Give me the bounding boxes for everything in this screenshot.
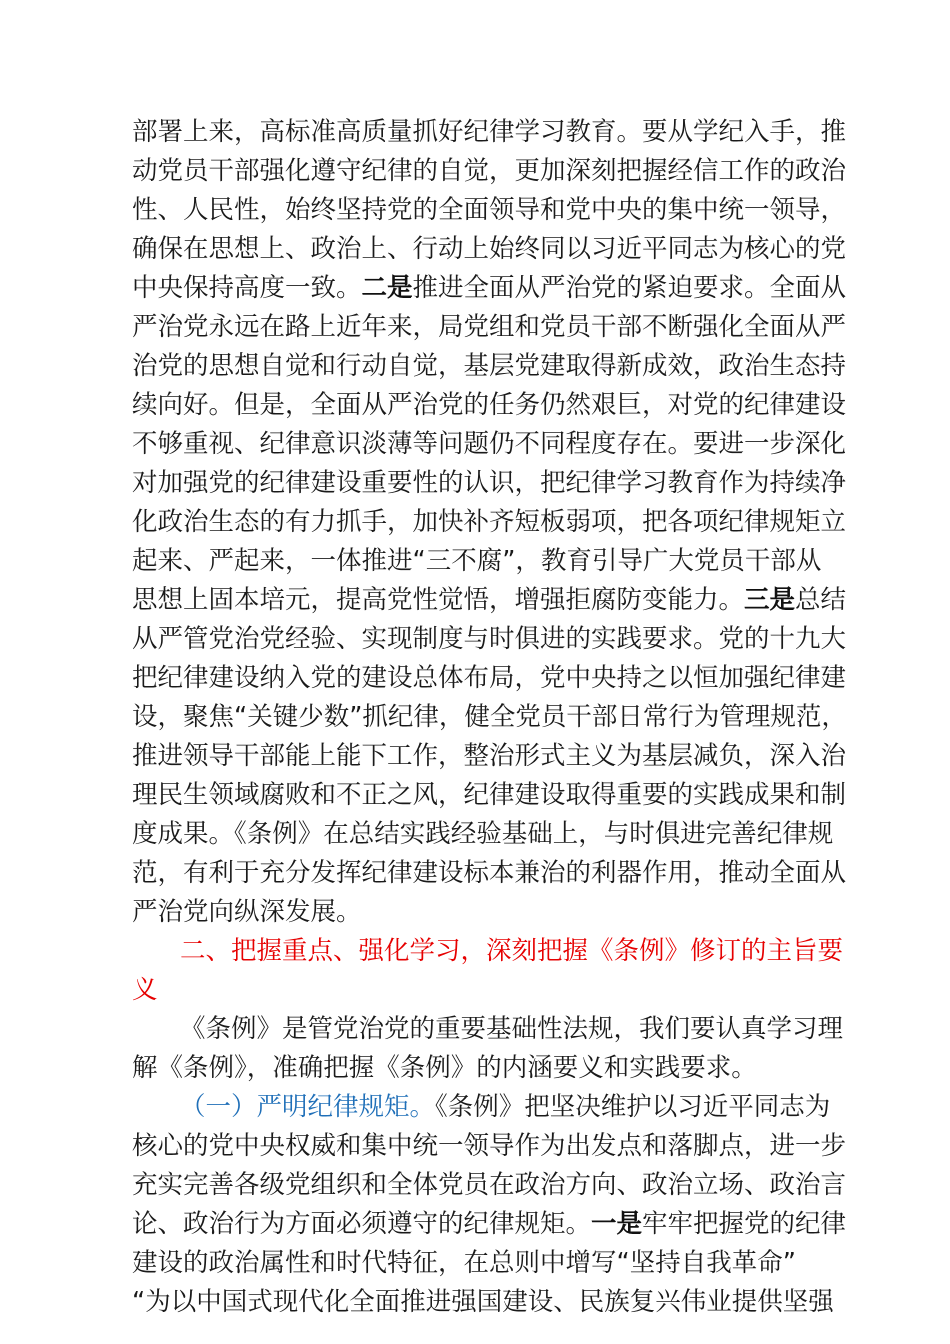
text-segment: 解《条例》，准确把握《条例》的内涵要义和实践要求。 xyxy=(132,1053,757,1083)
text-segment: 性、人民性，始终坚持党的全面领导和党中央的集中统一领导， xyxy=(132,195,847,225)
text-segment: 续向好。但是，全面从严治党的任务仍然艰巨，对党的纪律建设 xyxy=(132,390,847,420)
text-segment: 二、把握重点、强化学习，深刻把握《条例》修订的主旨要 xyxy=(180,936,844,966)
text-line xyxy=(132,854,854,893)
bold-keyword: 三是 xyxy=(744,585,796,615)
text-segment: 部署上来，高标准高质量抓好纪律学习教育。要从学纪入手，推 xyxy=(132,117,847,147)
text-segment: 牢牢把握党的纪律 xyxy=(642,1209,847,1239)
text-segment: 治党的思想自觉和行动自觉，基层党建取得新成效，政治生态持 xyxy=(132,351,847,381)
text-segment: 严治党永远在路上近年来，局党组和党员干部不断强化全面从严 xyxy=(132,312,847,342)
paragraph xyxy=(132,113,854,932)
document-body xyxy=(132,113,854,1322)
text-line xyxy=(132,425,854,464)
text-segment: 充实完善各级党组织和全体党员在政治方向、政治立场、政治言 xyxy=(132,1170,847,1200)
text-line xyxy=(132,737,854,776)
text-segment: 化政治生态的有力抓手，加快补齐短板弱项，把各项纪律规矩立 xyxy=(132,507,847,537)
bold-keyword: 一是 xyxy=(591,1209,643,1239)
text-segment: 《条例》是管党治党的重要基础性法规，我们要认真学习理 xyxy=(180,1014,844,1044)
text-line xyxy=(132,269,854,308)
text-line xyxy=(132,230,854,269)
text-line xyxy=(132,1049,854,1088)
text-line xyxy=(132,347,854,386)
text-line xyxy=(132,815,854,854)
text-line xyxy=(132,971,854,1010)
text-line xyxy=(132,581,854,620)
text-segment: 把纪律建设纳入党的建设总体布局，党中央持之以恒加强纪律建 xyxy=(132,663,847,693)
text-line xyxy=(132,698,854,737)
text-segment: 建设的政治属性和时代特征，在总则中增写“坚持自我革命” xyxy=(132,1248,796,1278)
text-line xyxy=(132,542,854,581)
text-line xyxy=(132,503,854,542)
text-segment: 从严管党治党经验、实现制度与时俱进的实践要求。党的十九大 xyxy=(132,624,847,654)
text-segment: 中央保持高度一致。 xyxy=(132,273,362,303)
text-segment: 《条例》把坚决维护以习近平同志为 xyxy=(435,1092,831,1122)
text-line xyxy=(132,620,854,659)
text-segment: 度成果。《条例》在总结实践经验基础上，与时俱进完善纪律规 xyxy=(132,819,834,849)
text-segment: 严治党向纵深发展。 xyxy=(132,897,362,927)
paragraph xyxy=(132,1010,854,1088)
text-line xyxy=(132,932,854,971)
text-segment: 理民生领域腐败和不正之风，纪律建设取得重要的实践成果和制 xyxy=(132,780,847,810)
text-line xyxy=(132,191,854,230)
text-segment: 起来、严起来，一体推进“三不腐”，教育引导广大党员干部从 xyxy=(132,546,822,576)
subheading-text: （一）严明纪律规矩。 xyxy=(180,1092,436,1122)
text-line xyxy=(132,1010,854,1049)
bold-keyword: 二是 xyxy=(361,273,413,303)
text-segment: 动党员干部强化遵守纪律的自觉，更加深刻把握经信工作的政治 xyxy=(132,156,847,186)
paragraph xyxy=(132,1088,854,1322)
text-line xyxy=(132,152,854,191)
text-segment: 确保在思想上、政治上、行动上始终同以习近平同志为核心的党 xyxy=(132,234,847,264)
text-segment: 设，聚焦“关键少数”抓纪律，健全党员干部日常行为管理规范， xyxy=(132,702,847,732)
text-line xyxy=(132,386,854,425)
text-segment: 论、政治行为方面必须遵守的纪律规矩。 xyxy=(132,1209,592,1239)
text-line xyxy=(132,776,854,815)
text-segment: 对加强党的纪律建设重要性的认识，把纪律学习教育作为持续净 xyxy=(132,468,847,498)
text-segment: 核心的党中央权威和集中统一领导作为出发点和落脚点，进一步 xyxy=(132,1131,847,1161)
text-segment: “为以中国式现代化全面推进强国建设、民族复兴伟业提供坚强 xyxy=(132,1287,834,1317)
text-line xyxy=(132,659,854,698)
text-line xyxy=(132,1127,854,1166)
text-line xyxy=(132,1205,854,1244)
text-segment: 思想上固本培元，提高党性觉悟，增强拒腐防变能力。 xyxy=(132,585,745,615)
text-line xyxy=(132,308,854,347)
text-segment: 范，有利于充分发挥纪律建设标本兼治的利器作用，推动全面从 xyxy=(132,858,847,888)
text-line xyxy=(132,1283,854,1322)
text-line xyxy=(132,464,854,503)
text-segment: 推进全面从严治党的紧迫要求。全面从 xyxy=(412,273,847,303)
text-segment: 总结 xyxy=(795,585,847,615)
text-line xyxy=(132,113,854,152)
text-line xyxy=(132,1088,854,1127)
section-heading xyxy=(132,932,854,1010)
text-line xyxy=(132,893,854,932)
text-line xyxy=(132,1244,854,1283)
text-segment: 不够重视、纪律意识淡薄等问题仍不同程度存在。要进一步深化 xyxy=(132,429,847,459)
text-line xyxy=(132,1166,854,1205)
text-segment: 义 xyxy=(132,975,158,1005)
text-segment: 推进领导干部能上能下工作，整治形式主义为基层减负，深入治 xyxy=(132,741,847,771)
